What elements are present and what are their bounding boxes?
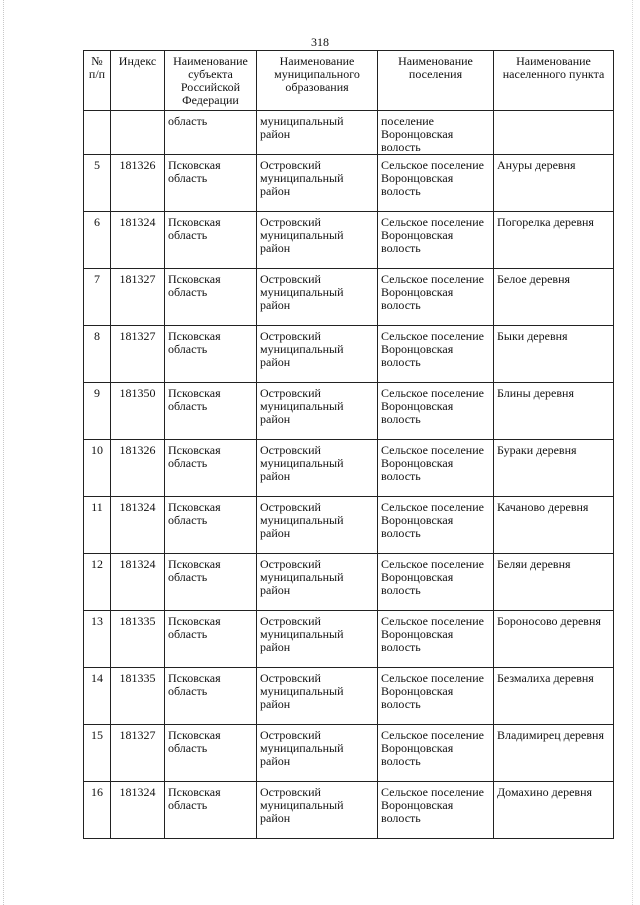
cell-municipality: Островский муниципальный район	[257, 440, 378, 497]
cell-number: 11	[84, 497, 111, 554]
cell-region: Псковская область	[165, 611, 257, 668]
table-row	[84, 668, 614, 725]
cell-index: 181327	[111, 326, 165, 383]
cell-number: 12	[84, 554, 111, 611]
table-row	[84, 725, 614, 782]
page-number: 318	[311, 35, 329, 49]
table-row	[84, 383, 614, 440]
cell-number	[84, 111, 111, 155]
cell-number: 10	[84, 440, 111, 497]
cell-municipality: Островский муниципальный район	[257, 212, 378, 269]
cell-municipality: Островский муниципальный район	[257, 782, 378, 839]
cell-region: Псковская область	[165, 554, 257, 611]
cell-locality: Ануры деревня	[494, 155, 614, 212]
header-settlement: Наименование поселения	[378, 51, 494, 111]
cell-number: 16	[84, 782, 111, 839]
cell-municipality: Островский муниципальный район	[257, 269, 378, 326]
cell-settlement: Сельское поселение Воронцовская волость	[378, 554, 494, 611]
cell-index: 181350	[111, 383, 165, 440]
cell-index	[111, 111, 165, 155]
cell-index: 181335	[111, 668, 165, 725]
cell-settlement: Сельское поселение Воронцовская волость	[378, 611, 494, 668]
table-row	[84, 497, 614, 554]
cell-index: 181327	[111, 269, 165, 326]
table-row	[84, 212, 614, 269]
cell-locality: Бороносово деревня	[494, 611, 614, 668]
cell-region: Псковская область	[165, 782, 257, 839]
cell-municipality: Островский муниципальный район	[257, 383, 378, 440]
cell-municipality: Островский муниципальный район	[257, 554, 378, 611]
cell-locality: Бураки деревня	[494, 440, 614, 497]
table-row-continuation	[84, 111, 614, 155]
cell-number: 9	[84, 383, 111, 440]
cell-locality: Блины деревня	[494, 383, 614, 440]
table-header-row	[84, 51, 614, 111]
table-row	[84, 155, 614, 212]
header-region: Наименование субъекта Российской Федерации	[165, 51, 257, 111]
cell-locality: Беляи деревня	[494, 554, 614, 611]
cell-region: Псковская область	[165, 725, 257, 782]
scan-edge-right	[632, 0, 634, 905]
localities-table	[83, 50, 614, 839]
cell-locality: Безмалиха деревня	[494, 668, 614, 725]
cell-settlement: поселение Воронцовская волость	[378, 111, 494, 155]
cell-settlement: Сельское поселение Воронцовская волость	[378, 383, 494, 440]
table-row	[84, 554, 614, 611]
table-row	[84, 269, 614, 326]
cell-index: 181324	[111, 554, 165, 611]
cell-number: 13	[84, 611, 111, 668]
cell-region: Псковская область	[165, 326, 257, 383]
cell-municipality: Островский муниципальный район	[257, 611, 378, 668]
cell-locality: Белое деревня	[494, 269, 614, 326]
header-municipality: Наименование муниципального образования	[257, 51, 378, 111]
cell-index: 181324	[111, 212, 165, 269]
cell-index: 181324	[111, 782, 165, 839]
cell-region: Псковская область	[165, 440, 257, 497]
cell-municipality: муниципальный район	[257, 111, 378, 155]
header-number: № п/п	[84, 51, 111, 111]
cell-settlement: Сельское поселение Воронцовская волость	[378, 725, 494, 782]
cell-region: область	[165, 111, 257, 155]
cell-number: 8	[84, 326, 111, 383]
cell-region: Псковская область	[165, 668, 257, 725]
cell-index: 181335	[111, 611, 165, 668]
cell-region: Псковская область	[165, 269, 257, 326]
cell-settlement: Сельское поселение Воронцовская волость	[378, 155, 494, 212]
scan-edge-left	[3, 0, 5, 905]
header-index: Индекс	[111, 51, 165, 111]
cell-settlement: Сельское поселение Воронцовская волость	[378, 440, 494, 497]
cell-municipality: Островский муниципальный район	[257, 326, 378, 383]
cell-locality: Быки деревня	[494, 326, 614, 383]
table-row	[84, 440, 614, 497]
cell-number: 7	[84, 269, 111, 326]
table-row	[84, 782, 614, 839]
cell-locality: Домахино деревня	[494, 782, 614, 839]
cell-settlement: Сельское поселение Воронцовская волость	[378, 497, 494, 554]
cell-index: 181327	[111, 725, 165, 782]
cell-region: Псковская область	[165, 212, 257, 269]
cell-locality: Владимирец деревня	[494, 725, 614, 782]
cell-settlement: Сельское поселение Воронцовская волость	[378, 212, 494, 269]
cell-number: 5	[84, 155, 111, 212]
cell-locality: Погорелка деревня	[494, 212, 614, 269]
table-row	[84, 611, 614, 668]
cell-number: 14	[84, 668, 111, 725]
cell-municipality: Островский муниципальный район	[257, 497, 378, 554]
cell-index: 181324	[111, 497, 165, 554]
cell-municipality: Островский муниципальный район	[257, 155, 378, 212]
cell-settlement: Сельское поселение Воронцовская волость	[378, 326, 494, 383]
table-row	[84, 326, 614, 383]
cell-index: 181326	[111, 155, 165, 212]
cell-number: 15	[84, 725, 111, 782]
cell-settlement: Сельское поселение Воронцовская волость	[378, 668, 494, 725]
cell-region: Псковская область	[165, 497, 257, 554]
cell-region: Псковская область	[165, 155, 257, 212]
cell-settlement: Сельское поселение Воронцовская волость	[378, 782, 494, 839]
cell-locality	[494, 111, 614, 155]
header-locality: Наименование населенного пункта	[494, 51, 614, 111]
cell-municipality: Островский муниципальный район	[257, 668, 378, 725]
cell-number: 6	[84, 212, 111, 269]
cell-region: Псковская область	[165, 383, 257, 440]
cell-settlement: Сельское поселение Воронцовская волость	[378, 269, 494, 326]
cell-locality: Качаново деревня	[494, 497, 614, 554]
cell-index: 181326	[111, 440, 165, 497]
cell-municipality: Островский муниципальный район	[257, 725, 378, 782]
